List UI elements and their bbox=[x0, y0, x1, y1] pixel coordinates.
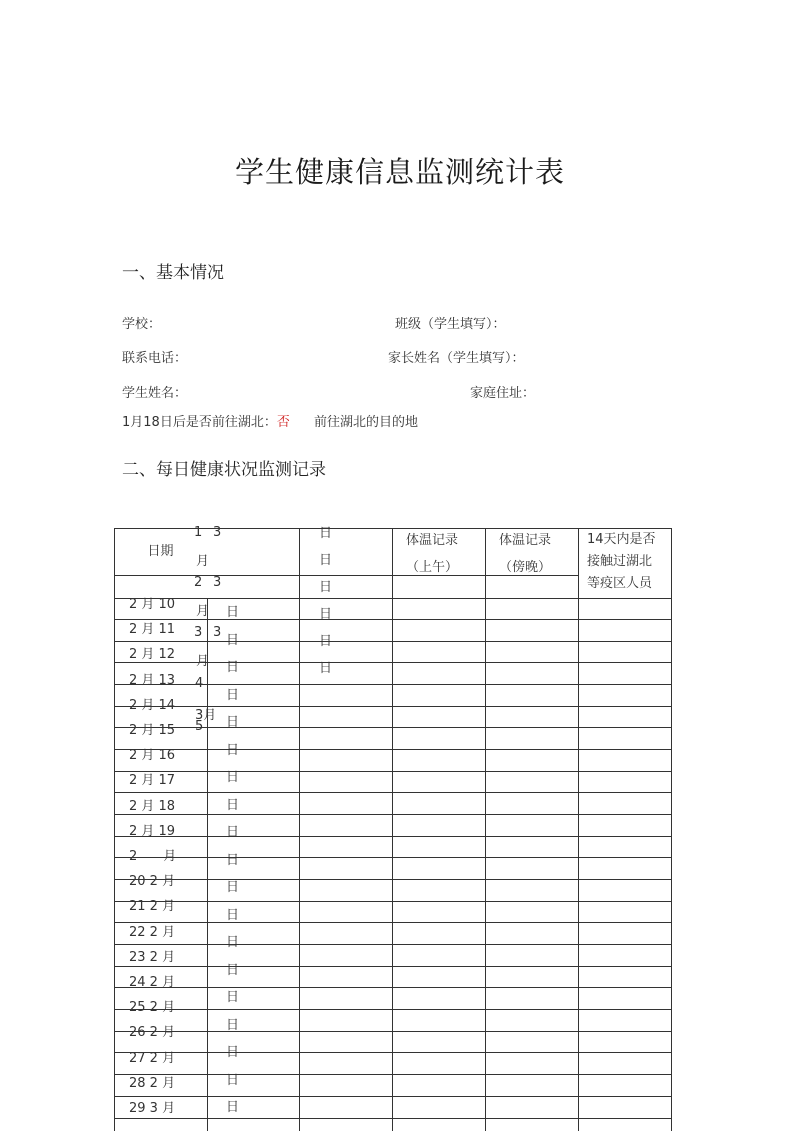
table-row-day: 日 bbox=[226, 990, 240, 1005]
table-row-day: 日 bbox=[226, 1045, 240, 1060]
table-hline bbox=[114, 857, 672, 858]
table-row-day: 日 bbox=[226, 742, 240, 758]
table-hline bbox=[114, 792, 672, 793]
table-hline bbox=[114, 879, 672, 880]
date-fragment: 日 bbox=[319, 661, 333, 676]
table-row-day: 日 bbox=[226, 907, 240, 923]
page-title: 学生健康信息监测统计表 bbox=[234, 155, 565, 189]
date-fragment: 日 bbox=[319, 580, 333, 595]
parent-name-label: 家长姓名（学生填写）： bbox=[388, 351, 525, 366]
phone-label: 联系电话： bbox=[122, 351, 188, 366]
table-row-date: 20 2 月 bbox=[129, 874, 176, 890]
table-hline bbox=[114, 814, 672, 815]
header-contact: 接触过湖北 bbox=[587, 554, 653, 569]
date-fragment: 3 bbox=[213, 525, 222, 540]
hubei-question bbox=[122, 411, 290, 430]
table-hline bbox=[114, 1052, 672, 1053]
table-row-date: 2 月 13 bbox=[129, 672, 176, 688]
date-fragment: 月 bbox=[196, 554, 210, 569]
table-row-date: 2 月 10 bbox=[129, 597, 176, 612]
table-hline bbox=[114, 1074, 672, 1075]
table-row-day: 日 bbox=[226, 660, 240, 675]
date-fragment: 日 bbox=[319, 634, 333, 649]
table-hline bbox=[114, 1096, 672, 1097]
table-row-date: 2 月 15 bbox=[129, 723, 176, 738]
table-row-date: 28 2 月 bbox=[129, 1075, 176, 1091]
table-row-day: 日 bbox=[226, 797, 240, 813]
table-row-date: 2 月 17 bbox=[129, 773, 176, 789]
date-fragment: 3 bbox=[213, 625, 222, 640]
header-temp-pm: 体温记录 bbox=[498, 533, 551, 548]
header-temp-am: 体温记录 bbox=[405, 533, 458, 548]
table-row-day: 日 bbox=[226, 935, 240, 950]
table-row-date: 27 2 月 bbox=[129, 1050, 176, 1066]
table-row-date: 2 月 16 bbox=[129, 748, 176, 764]
student-name-label: 学生姓名： bbox=[122, 386, 188, 401]
hubei-question-text: 1月18日后是否前往湖北： bbox=[122, 415, 277, 430]
table-hline bbox=[114, 836, 672, 837]
table-row-date: 24 2 月 bbox=[129, 975, 176, 990]
table-hline bbox=[114, 966, 672, 967]
table-hline bbox=[114, 1031, 672, 1032]
table-row-date: 2 月 12 bbox=[129, 647, 176, 663]
header-temp-pm: （傍晚） bbox=[498, 560, 551, 575]
table-row-day: 日 bbox=[226, 825, 240, 840]
table-row-date: 26 2 月 bbox=[129, 1025, 176, 1041]
date-fragment: 月 bbox=[196, 654, 210, 669]
table-hline bbox=[114, 641, 672, 642]
table-row-day: 日 bbox=[226, 1100, 240, 1115]
table-row-day: 日 bbox=[226, 852, 240, 868]
date-fragment: 3 bbox=[213, 575, 222, 590]
section-basic-info: 一、基本情况 bbox=[122, 263, 224, 283]
header-temp-am: （上午） bbox=[405, 560, 458, 575]
table-row-date: 29 3 月 bbox=[129, 1101, 176, 1116]
table-row-day: 日 bbox=[226, 687, 240, 703]
table-row-day: 日 bbox=[226, 1017, 240, 1033]
table-hline bbox=[114, 944, 672, 945]
table-row-date: 22 2 月 bbox=[129, 924, 176, 940]
section-daily-monitoring: 二、每日健康状况监测记录 bbox=[122, 460, 326, 480]
table-row-day: 日 bbox=[226, 880, 240, 895]
date-fragment: 2 bbox=[194, 575, 203, 590]
table-row-date: 21 2 月 bbox=[129, 899, 176, 915]
table-row-date: 2 月 19 bbox=[129, 823, 176, 839]
table-row-day: 日 bbox=[226, 962, 240, 978]
header-contact: 等疫区人员 bbox=[587, 576, 653, 591]
hubei-answer: 否 bbox=[276, 415, 290, 430]
table-row-date: 25 2 月 bbox=[129, 1000, 176, 1016]
date-fragment: 3月 bbox=[195, 708, 217, 723]
table-hline bbox=[114, 1009, 672, 1010]
table-hline bbox=[114, 749, 672, 750]
hubei-destination-label: 前往湖北的目的地 bbox=[314, 415, 419, 430]
table-row-date: 23 2 月 bbox=[129, 949, 176, 965]
table-row-date: 2 月 14 bbox=[129, 697, 176, 713]
date-fragment: 3 bbox=[194, 625, 203, 640]
table-row-day: 日 bbox=[226, 715, 240, 730]
date-fragment: 5 bbox=[195, 719, 204, 734]
table-row-day: 日 bbox=[226, 605, 240, 620]
address-label: 家庭住址： bbox=[470, 386, 536, 401]
table-row-date: 2 月 11 bbox=[129, 622, 176, 638]
table-hline bbox=[114, 619, 672, 620]
table-hline bbox=[578, 598, 672, 599]
table-row-date: 2 月 bbox=[129, 849, 177, 864]
table-hline bbox=[114, 901, 672, 902]
date-fragment: 月 bbox=[196, 604, 210, 619]
table-row-day: 日 bbox=[226, 632, 240, 648]
date-fragment: 1 bbox=[194, 525, 203, 540]
date-fragment: 日 bbox=[319, 607, 333, 622]
table-hline bbox=[114, 1118, 672, 1119]
table-hline bbox=[114, 987, 672, 988]
table-hline bbox=[114, 922, 672, 923]
date-fragment: 日 bbox=[319, 526, 333, 541]
table-hline bbox=[114, 771, 672, 772]
header-contact: 14天内是否 bbox=[587, 532, 656, 547]
table-row-day: 日 bbox=[226, 770, 240, 785]
header-date: 日期 bbox=[147, 544, 174, 559]
date-fragment: 日 bbox=[319, 553, 333, 568]
table-row-date: 2 月 18 bbox=[129, 798, 176, 814]
school-label: 学校： bbox=[122, 317, 162, 332]
date-fragment: 4 bbox=[195, 676, 204, 691]
table-row-day: 日 bbox=[226, 1072, 240, 1088]
class-label: 班级（学生填写）： bbox=[395, 317, 506, 332]
